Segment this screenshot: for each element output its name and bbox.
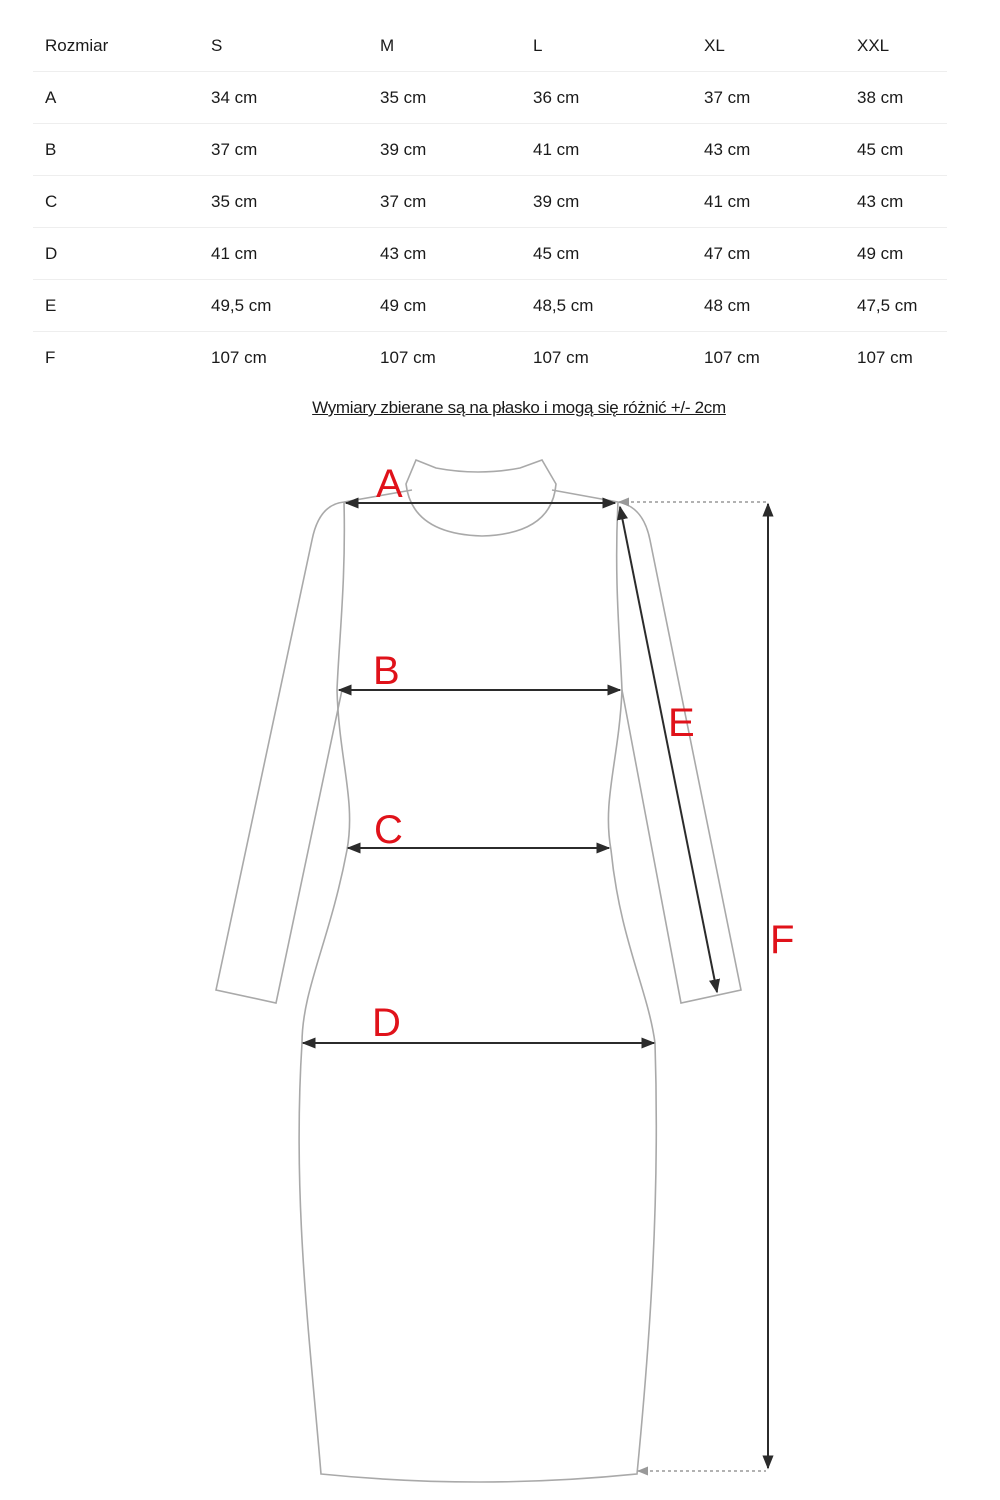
- table-cell: A: [33, 72, 199, 124]
- table-cell: 41 cm: [692, 176, 845, 228]
- table-cell: C: [33, 176, 199, 228]
- table-cell: 41 cm: [199, 228, 368, 280]
- table-cell: 41 cm: [521, 124, 692, 176]
- table-cell: 107 cm: [380, 347, 436, 367]
- table-cell: 37 cm: [692, 72, 845, 124]
- table-cell: 48 cm: [692, 280, 845, 332]
- table-cell: 38 cm: [845, 72, 947, 124]
- table-cell: B: [33, 124, 199, 176]
- table-cell: 43 cm: [692, 124, 845, 176]
- header-cell: M: [368, 20, 521, 72]
- label-d: D: [372, 1001, 401, 1045]
- table-cell: 47 cm: [692, 228, 845, 280]
- table-cell: 49 cm: [845, 228, 947, 280]
- table-cell: 35 cm: [368, 72, 521, 124]
- table-cell: 36 cm: [521, 72, 692, 124]
- table-cell: 47,5 cm: [845, 280, 947, 332]
- collar-outline: [406, 460, 556, 536]
- table-cell: 39 cm: [368, 124, 521, 176]
- table-cell: 45 cm: [521, 228, 692, 280]
- table-cell: 107 cm: [704, 347, 760, 367]
- label-c: C: [374, 808, 403, 852]
- table-cell: 34 cm: [199, 72, 368, 124]
- table-cell: 49,5 cm: [199, 280, 368, 332]
- right-sleeve-outline: [618, 502, 741, 1003]
- left-sleeve-outline: [216, 502, 344, 1003]
- header-cell: Rozmiar: [33, 20, 199, 72]
- measure-e-arrow: [620, 507, 717, 992]
- table-cell: 45 cm: [845, 124, 947, 176]
- header-cell: L: [521, 20, 692, 72]
- table-cell: F: [45, 347, 56, 367]
- label-a: A: [376, 462, 403, 506]
- table-cell: 49 cm: [368, 280, 521, 332]
- label-b: B: [373, 649, 400, 693]
- table-cell: 107 cm: [533, 347, 589, 367]
- table-cell: 35 cm: [199, 176, 368, 228]
- table-cell: E: [33, 280, 199, 332]
- table-cell: 37 cm: [368, 176, 521, 228]
- table-cell: 107 cm: [857, 347, 913, 367]
- header-cell: XL: [692, 20, 845, 72]
- table-cell: 37 cm: [199, 124, 368, 176]
- label-e: E: [668, 701, 695, 745]
- table-cell: D: [33, 228, 199, 280]
- label-f: F: [770, 918, 795, 962]
- table-cell: 107 cm: [211, 347, 267, 367]
- table-cell: 43 cm: [368, 228, 521, 280]
- header-cell: S: [199, 20, 368, 72]
- measurement-note: Wymiary zbierane są na płasko i mogą się różnić +/- 2cm: [312, 398, 726, 417]
- dress-body-outline: [299, 490, 656, 1482]
- table-cell: 48,5 cm: [521, 280, 692, 332]
- table-cell: 39 cm: [521, 176, 692, 228]
- header-cell: XXL: [845, 20, 947, 72]
- table-cell: 43 cm: [845, 176, 947, 228]
